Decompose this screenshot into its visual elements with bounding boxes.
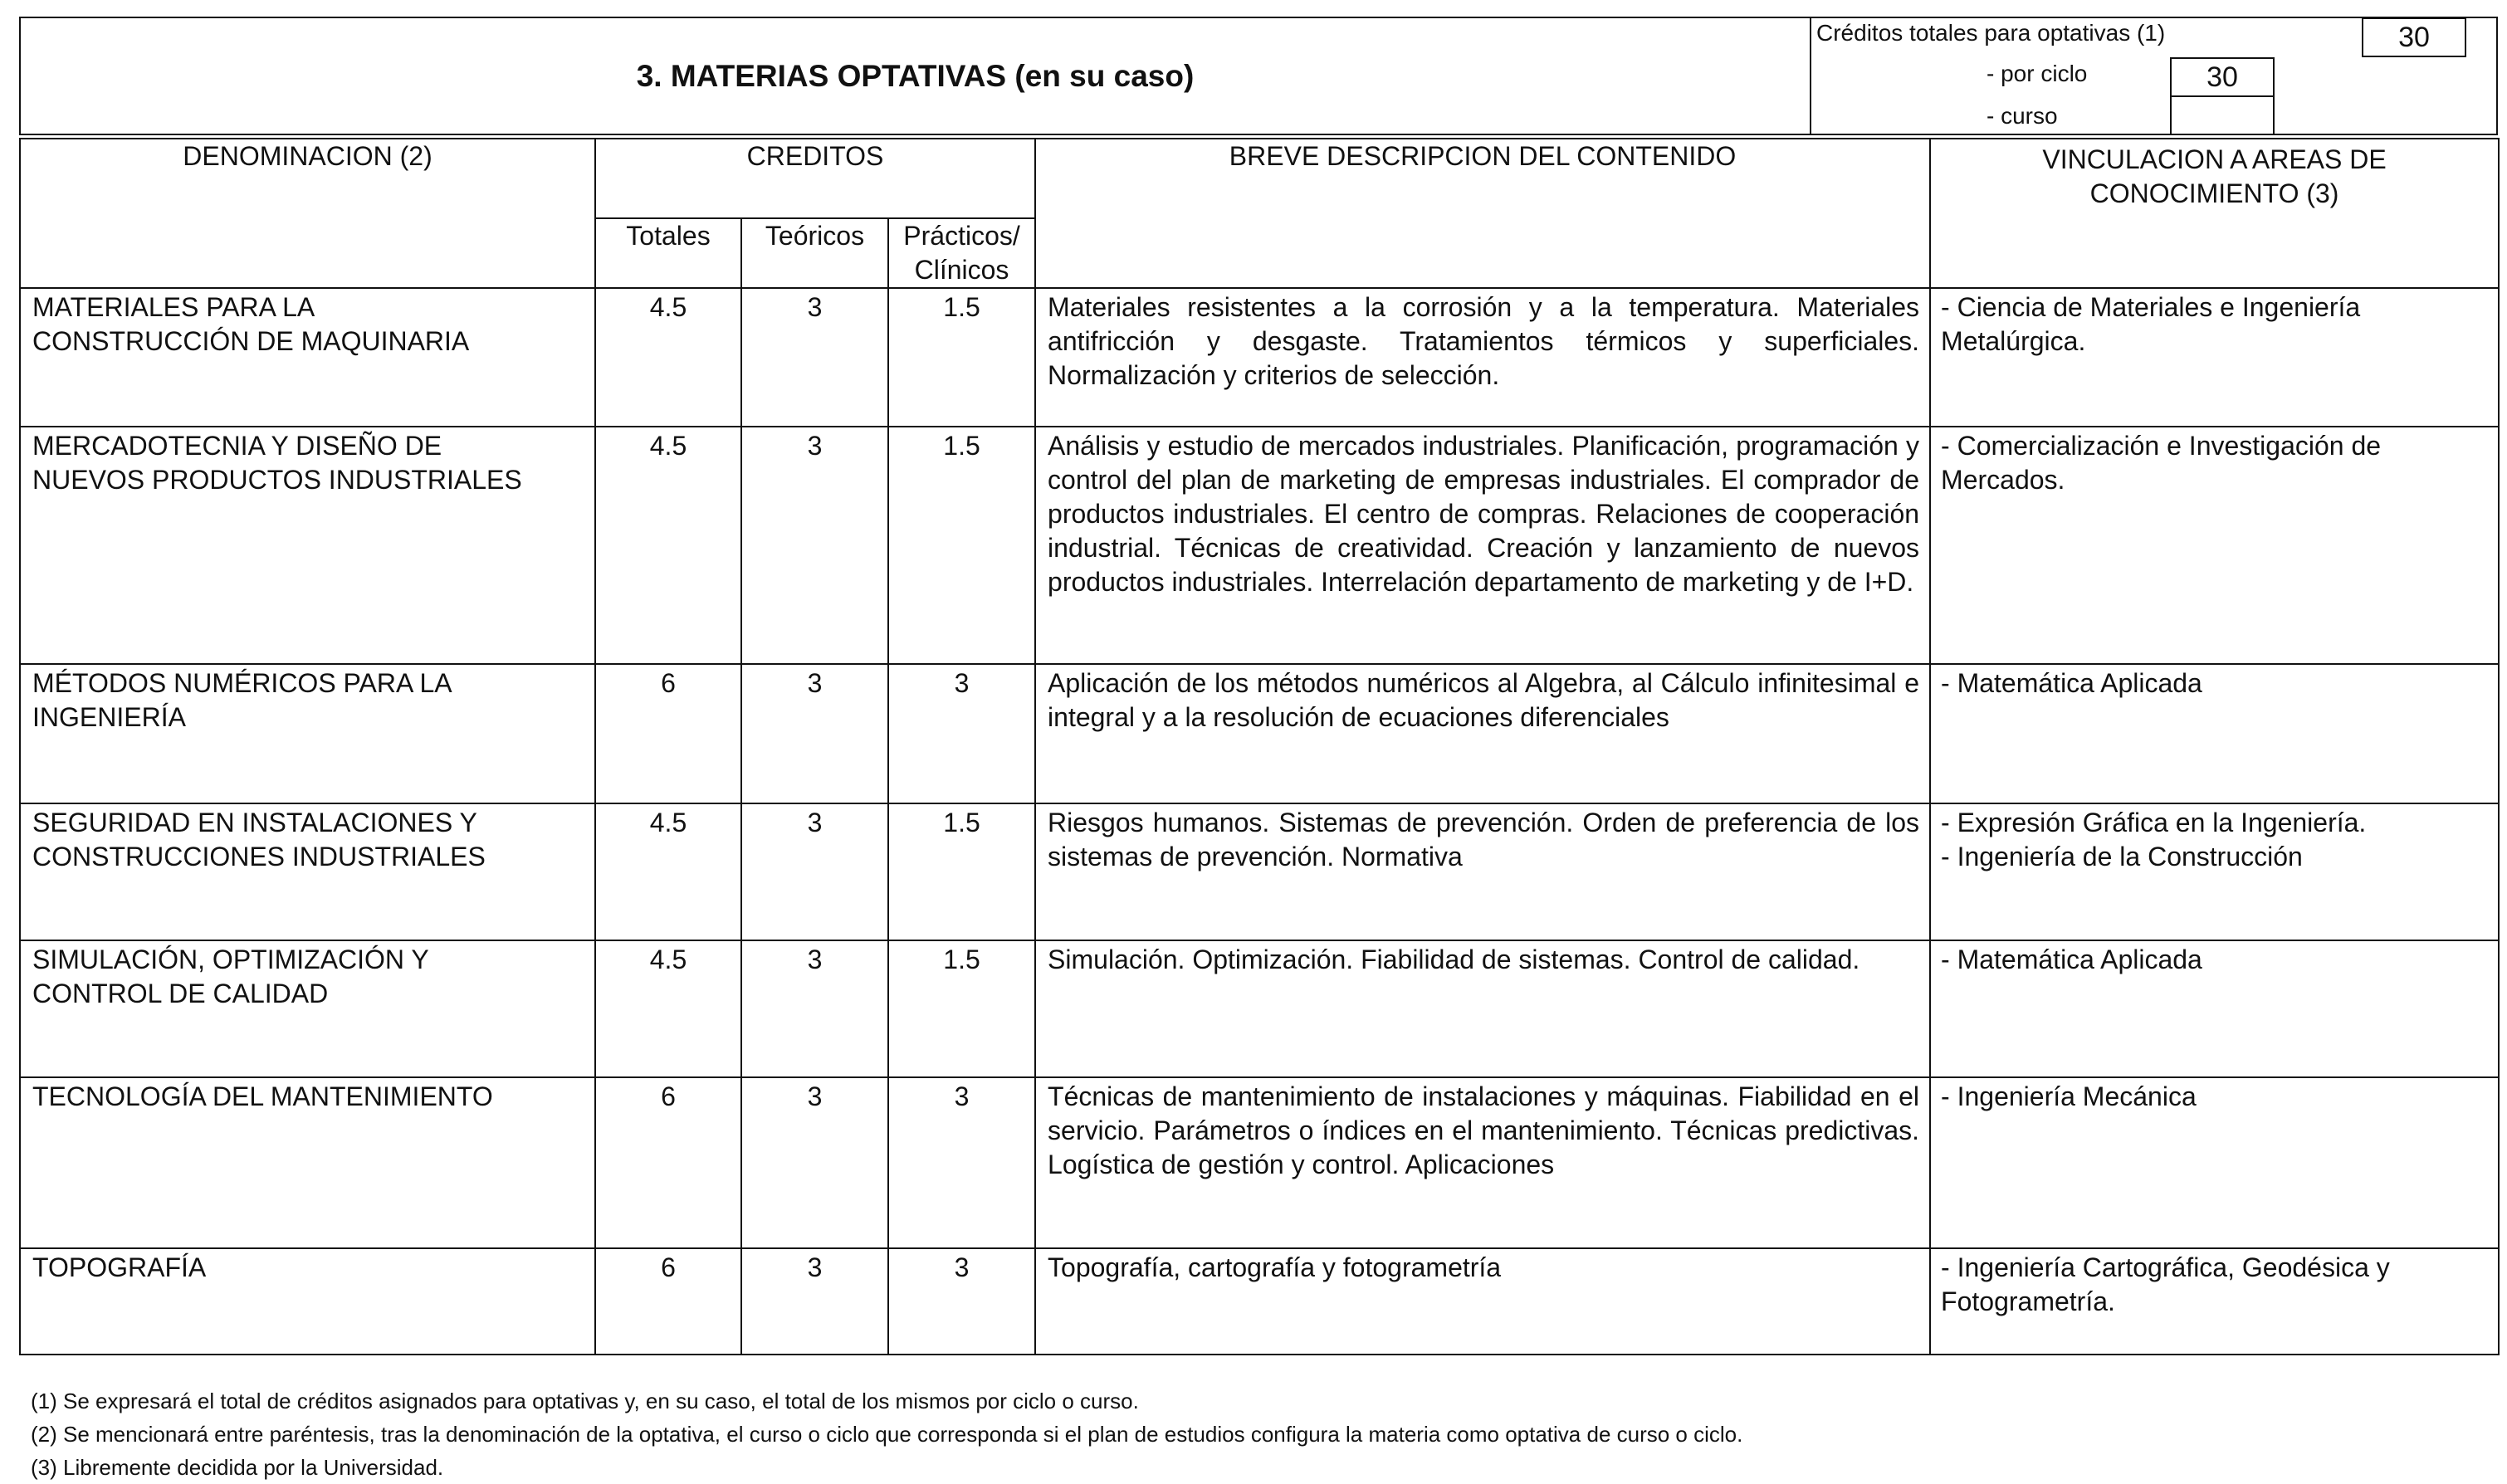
row-totales: 4.5 (595, 288, 741, 427)
credits-info (1811, 18, 2496, 134)
row-description: Aplicación de los métodos numéricos al Algebra, al Cálculo infinitesimal e integral y a la resolución de ecuaciones diferenciales (1035, 664, 1930, 803)
row-area: - Matemática Aplicada (1930, 940, 2499, 1077)
row-name: SEGURIDAD EN INSTALACIONES Y CONSTRUCCIONES INDUSTRIALES (20, 803, 595, 940)
footnotes (31, 1384, 1742, 1484)
header-box (19, 17, 2498, 135)
col-denominacion-header: DENOMINACION (2) (20, 139, 595, 288)
page-title: 3. MATERIAS OPTATIVAS (en su caso) (21, 18, 1811, 134)
row-practicos: 1.5 (888, 940, 1035, 1077)
row-area: - Ingeniería Cartográfica, Geodésica y Fotogrametría. (1930, 1248, 2499, 1355)
row-totales: 6 (595, 664, 741, 803)
row-teoricos: 3 (741, 664, 888, 803)
row-teoricos: 3 (741, 288, 888, 427)
row-description: Topografía, cartografía y fotogrametría (1035, 1248, 1930, 1355)
row-totales: 4.5 (595, 940, 741, 1077)
col-vinculacion-header: VINCULACION A AREAS DE CONOCIMIENTO (3) (1930, 139, 2499, 288)
row-name: MERCADOTECNIA Y DISEÑO DE NUEVOS PRODUCTOS INDUSTRIALES (20, 427, 595, 664)
credits-total-value: 30 (2362, 17, 2466, 57)
row-area: - Ciencia de Materiales e Ingeniería Metalúrgica. (1930, 288, 2499, 427)
table-row (20, 1248, 2499, 1355)
row-totales: 4.5 (595, 803, 741, 940)
table-row (20, 940, 2499, 1077)
curso-value (2170, 95, 2275, 135)
row-teoricos: 3 (741, 427, 888, 664)
row-practicos: 3 (888, 1248, 1035, 1355)
table-row (20, 288, 2499, 427)
row-name: SIMULACIÓN, OPTIMIZACIÓN Y CONTROL DE CALIDAD (20, 940, 595, 1077)
footnote-2: (2) Se mencionará entre paréntesis, tras la denominación de la optativa, el curso o ciclo que corresponda si el plan de estudios configura la materia como optativa de curso o ciclo. (31, 1422, 1743, 1447)
col-practicos-header: Prácticos/ Clínicos (888, 218, 1035, 288)
row-practicos: 1.5 (888, 427, 1035, 664)
row-name: MATERIALES PARA LA CONSTRUCCIÓN DE MAQUINARIA (20, 288, 595, 427)
row-area: - Ingeniería Mecánica (1930, 1077, 2499, 1248)
row-totales: 6 (595, 1077, 741, 1248)
row-totales: 6 (595, 1248, 741, 1355)
row-teoricos: 3 (741, 1248, 888, 1355)
col-teoricos-header: Teóricos (741, 218, 888, 288)
table-row (20, 803, 2499, 940)
materias-table (19, 138, 2500, 1355)
row-description: Materiales resistentes a la corrosión y a la temperatura. Materiales antifricción y desgaste. Tratamientos térmicos y superficiales. Normalización y criterios de selección. (1035, 288, 1930, 427)
table-row (20, 427, 2499, 664)
row-totales: 4.5 (595, 427, 741, 664)
col-creditos-header: CREDITOS (595, 139, 1035, 218)
row-practicos: 3 (888, 664, 1035, 803)
curso-label: - curso (1987, 103, 2058, 129)
row-teoricos: 3 (741, 803, 888, 940)
footnote-1: (1) Se expresará el total de créditos asignados para optativas y, en su caso, el total de los mismos por ciclo o curso. (31, 1389, 1139, 1413)
row-description: Técnicas de mantenimiento de instalaciones y máquinas. Fiabilidad en el servicio. Parámetros o índices en el mantenimiento. Técnicas predictivas. Logística de gestión y control. Aplicaciones (1035, 1077, 1930, 1248)
row-teoricos: 3 (741, 940, 888, 1077)
row-name: MÉTODOS NUMÉRICOS PARA LA INGENIERÍA (20, 664, 595, 803)
row-practicos: 1.5 (888, 803, 1035, 940)
row-practicos: 3 (888, 1077, 1035, 1248)
row-description: Simulación. Optimización. Fiabilidad de sistemas. Control de calidad. (1035, 940, 1930, 1077)
row-area: - Comercialización e Investigación de Mercados. (1930, 427, 2499, 664)
row-area: - Matemática Aplicada (1930, 664, 2499, 803)
row-description: Riesgos humanos. Sistemas de prevención. Orden de preferencia de los sistemas de prevención. Normativa (1035, 803, 1930, 940)
row-name: TECNOLOGÍA DEL MANTENIMIENTO (20, 1077, 595, 1248)
row-teoricos: 3 (741, 1077, 888, 1248)
por-ciclo-value: 30 (2170, 57, 2275, 97)
row-description: Análisis y estudio de mercados industriales. Planificación, programación y control del plan de marketing de empresas industriales. El comprador de productos industriales. El centro de compras. Relaciones de cooperación industrial. Técnicas de creatividad. Creación y lanzamiento de nuevos productos industriales. Interrelación departamento de marketing y de I+D. (1035, 427, 1930, 664)
row-practicos: 1.5 (888, 288, 1035, 427)
row-name: TOPOGRAFÍA (20, 1248, 595, 1355)
row-area: - Expresión Gráfica en la Ingeniería. - Ingeniería de la Construcción (1930, 803, 2499, 940)
table-row (20, 664, 2499, 803)
table-row (20, 1077, 2499, 1248)
col-descripcion-header: BREVE DESCRIPCION DEL CONTENIDO (1035, 139, 1930, 288)
footnote-3: (3) Libremente decidida por la Universidad. (31, 1455, 444, 1480)
por-ciclo-label: - por ciclo (1987, 61, 2088, 86)
credits-total-label: Créditos totales para optativas (1) (1816, 20, 2166, 46)
col-totales-header: Totales (595, 218, 741, 288)
